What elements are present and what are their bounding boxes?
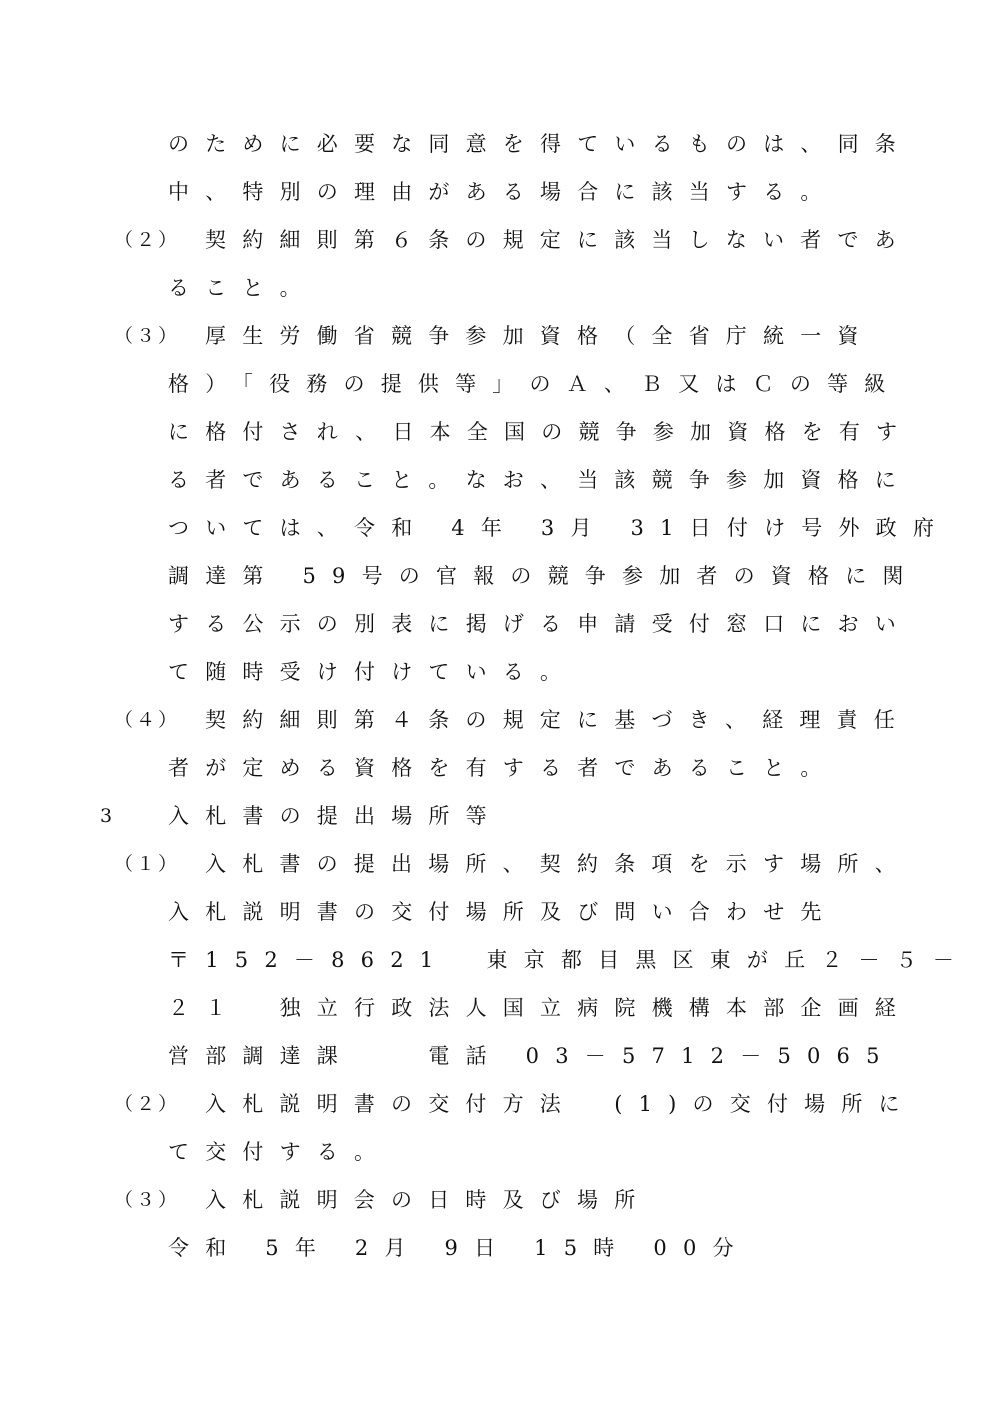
body-line: ること。 (168, 276, 317, 300)
item-number: （３） (114, 1189, 181, 1211)
item-number: （２） (114, 1093, 181, 1115)
body-line: 入札説明書の交付方法 (1)の交付場所に (205, 1092, 916, 1116)
body-line: 入札書の提出場所、契約条項を示す場所、 (205, 852, 912, 876)
contact-line: 営部調達課 電話 03－5712－5065 (168, 1044, 896, 1068)
address-line: 〒152－8621 東京都目黒区東が丘２－５－ (168, 948, 971, 972)
item-number: （３） (114, 325, 181, 347)
body-line: ついては、令和 4年 3月 31日付け号外政府 (168, 516, 951, 540)
body-line: て随時受け付けている。 (168, 660, 578, 684)
item-number: （２） (114, 229, 181, 251)
body-line: 格）「役務の提供等」のＡ、Ｂ又はＣの等級 (168, 372, 902, 396)
body-line: る者であること。なお、当該競争参加資格に (168, 468, 912, 492)
body-line: 中、特別の理由がある場合に該当する。 (168, 180, 838, 204)
section-number: 3 (100, 805, 116, 827)
body-line: のために必要な同意を得ているものは、同条 (168, 132, 912, 156)
date-line: 令和 5年 2月 9日 15時 00分 (168, 1236, 750, 1260)
body-line: する公示の別表に掲げる申請受付窓口におい (168, 612, 912, 636)
body-line: て交付する。 (168, 1140, 392, 1164)
body-line: 者が定める資格を有する者であること。 (168, 756, 838, 780)
item-number: （１） (114, 853, 181, 875)
address-line: ２１ 独立行政法人国立病院機構本部企画経 (168, 996, 912, 1020)
body-line: 契約細則第４条の規定に基づき、経理責任 (205, 708, 911, 732)
body-line: 調達第 59号の官報の競争参加者の資格に関 (168, 564, 920, 588)
body-line: 厚生労働省競争参加資格（全省庁統一資 (205, 324, 875, 348)
body-line: 契約細則第６条の規定に該当しない者であ (205, 228, 912, 252)
section-heading: 入札書の提出場所等 (168, 804, 503, 828)
body-line: 入札説明会の日時及び場所 (205, 1188, 652, 1212)
body-line: 入札説明書の交付場所及び問い合わせ先 (168, 900, 838, 924)
item-number: （４） (114, 709, 181, 731)
body-line: に格付され、日本全国の競争参加資格を有す (168, 420, 914, 444)
